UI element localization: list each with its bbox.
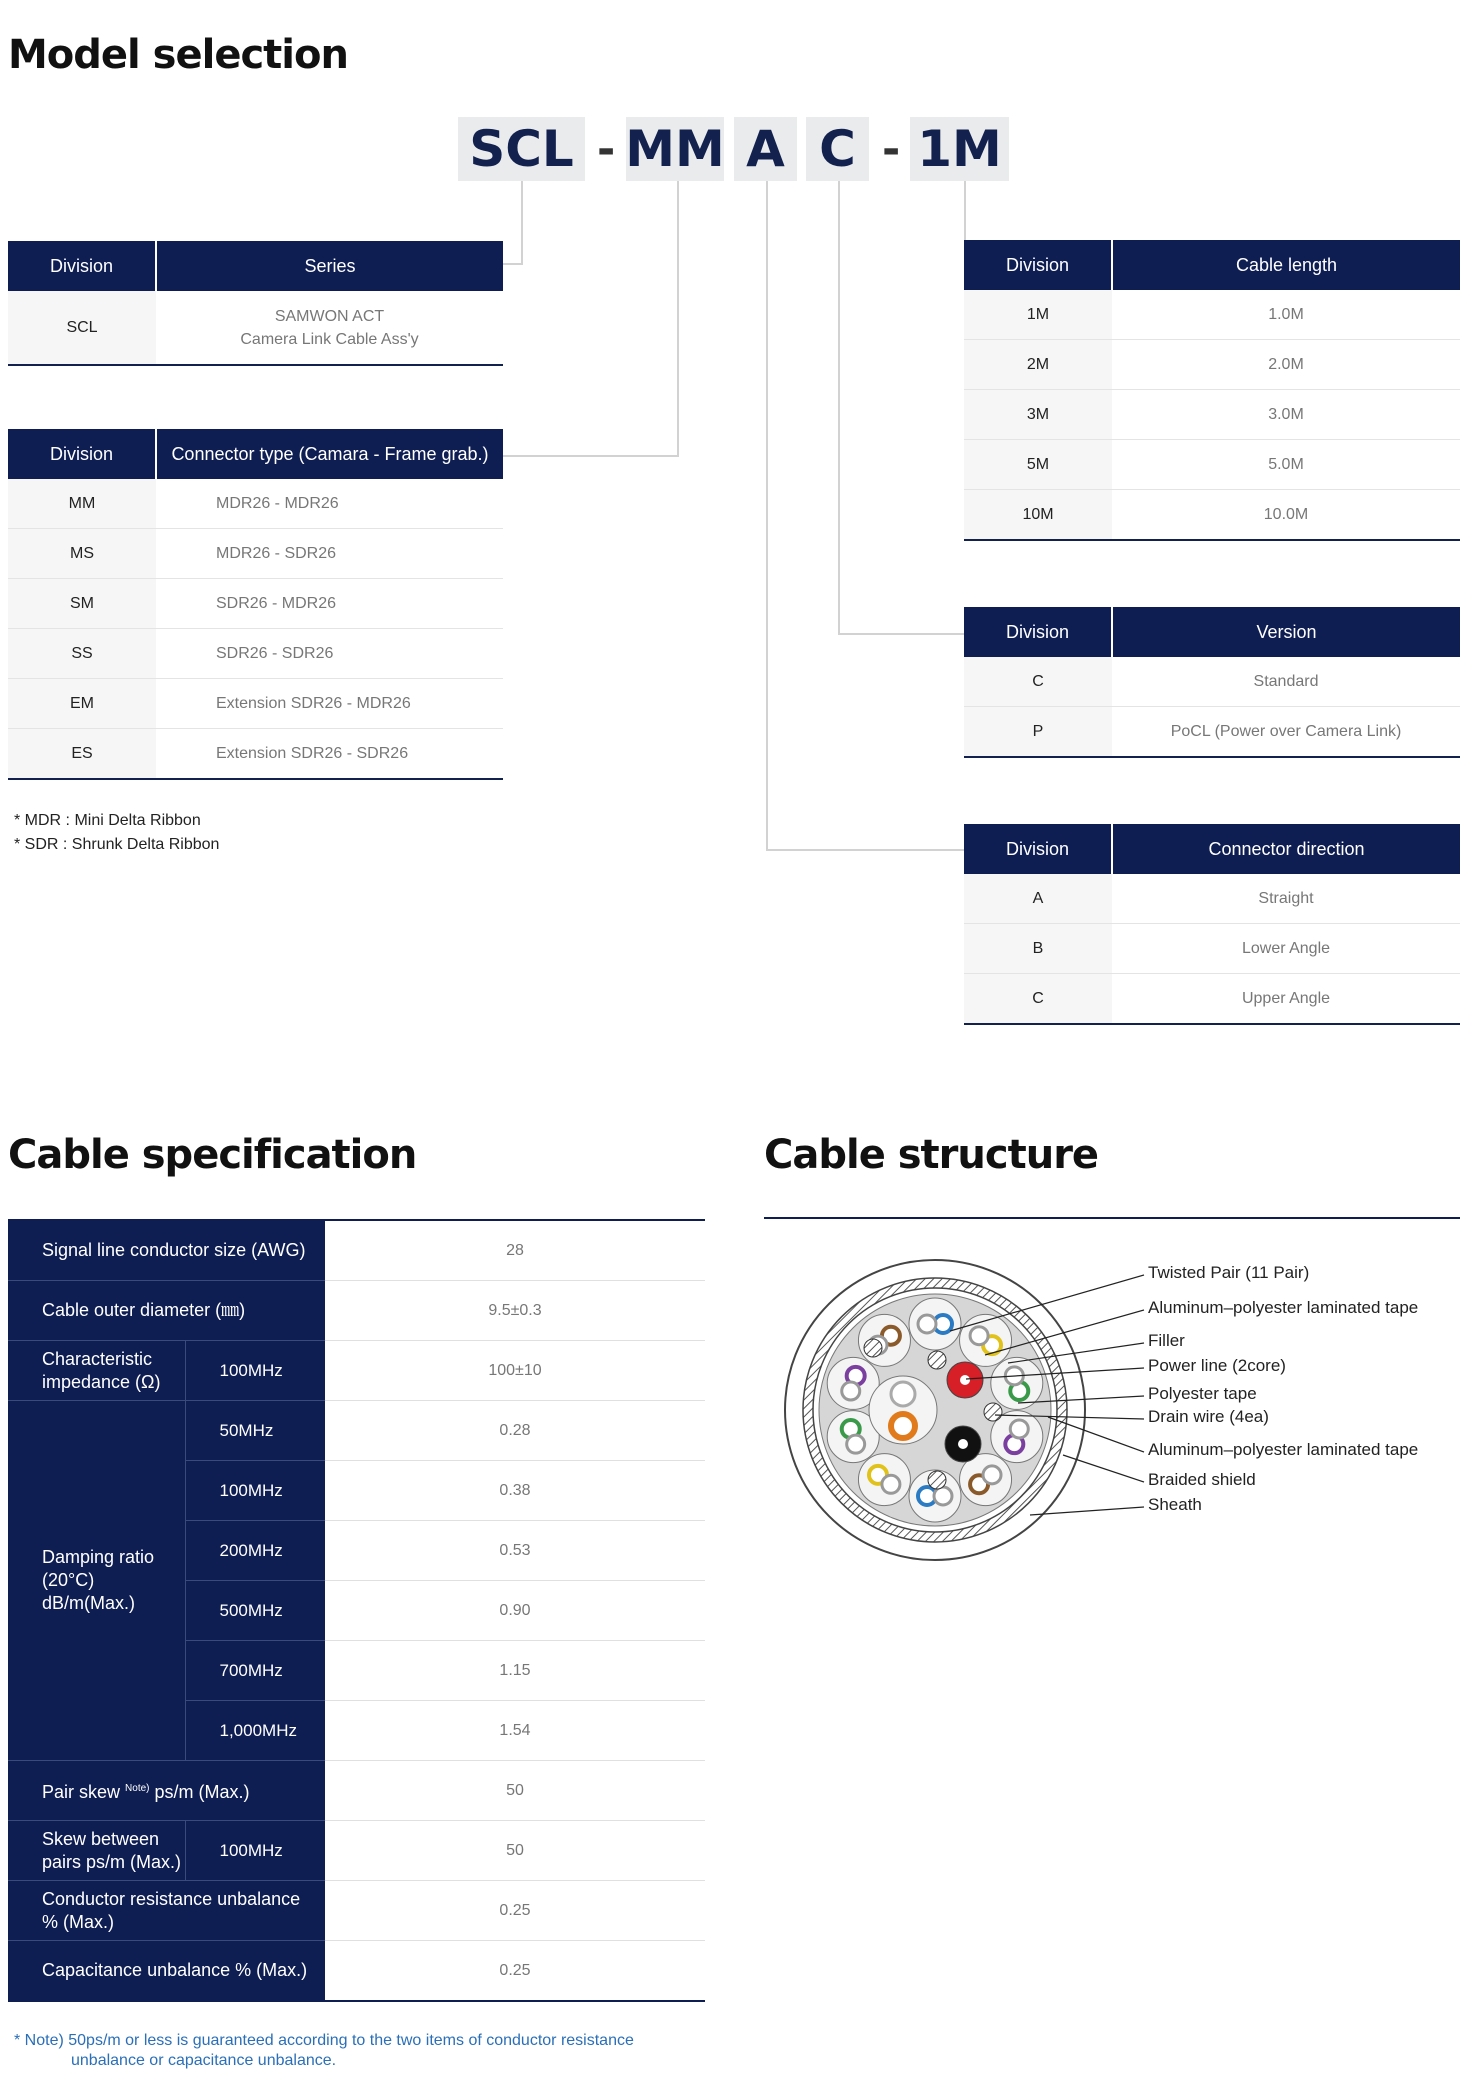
table-row: [8, 1821, 705, 1881]
division-cell: P: [964, 707, 1112, 758]
structure-label: Power line (2core): [1148, 1356, 1286, 1375]
footnote-line: unbalance or capacitance unbalance.: [71, 2052, 337, 2069]
spec-value: 1.54: [325, 1701, 705, 1761]
spec-value: 1.15: [325, 1641, 705, 1701]
division-cell: EM: [8, 679, 156, 729]
value-cell: 10.0M: [1112, 490, 1460, 541]
division-cell: A: [964, 874, 1112, 924]
spec-label: [8, 1881, 325, 1941]
drain-wire: [984, 1403, 1002, 1421]
connector-line: [766, 849, 966, 851]
value-cell: 5.0M: [1112, 440, 1460, 490]
table-row: [964, 707, 1460, 758]
label-line: Skew between: [42, 1828, 160, 1849]
table-row: [8, 1881, 705, 1941]
table-row: [8, 291, 503, 365]
label-line: Conductor resistance unbalance: [42, 1888, 301, 1909]
value-cell: 3.0M: [1112, 390, 1460, 440]
series-line: SAMWON ACT: [274, 307, 385, 325]
series-table: [8, 241, 503, 366]
pair-conductor: [983, 1466, 1001, 1484]
division-cell: MS: [8, 529, 156, 579]
division-cell: 10M: [964, 490, 1112, 541]
cable-structure-title: Cable structure: [764, 1132, 1099, 1178]
value-cell: Extension SDR26 - SDR26: [156, 729, 503, 780]
division-cell: C: [964, 657, 1112, 707]
division-cell: 1M: [964, 290, 1112, 340]
table-header: Division: [964, 607, 1112, 657]
drain-wire: [928, 1471, 946, 1489]
value-cell: PoCL (Power over Camera Link): [1112, 707, 1460, 758]
spec-value: 100±10: [325, 1341, 705, 1401]
label-line: pairs ps/m (Max.): [42, 1851, 182, 1872]
value-cell: SDR26 - SDR26: [156, 629, 503, 679]
division-cell: ES: [8, 729, 156, 780]
structure-label: Filler: [1148, 1331, 1185, 1350]
table-header: Version: [1112, 607, 1460, 657]
table-header: Connector type (Camara - Frame grab.): [156, 429, 503, 479]
table-row: [8, 1281, 705, 1341]
table-row: [964, 440, 1460, 490]
value-cell: Upper Angle: [1112, 974, 1460, 1025]
cable-spec-table: [8, 1219, 705, 2002]
footnote-line: * Note) 50ps/m or less is guaranteed according to the two items of conductor resistance: [14, 2032, 634, 2049]
spec-label: Capacitance unbalance % (Max.): [8, 1941, 325, 2002]
cable-length-table: [964, 240, 1460, 541]
pair-conductor: [918, 1315, 936, 1333]
connector-direction-table: [964, 824, 1460, 1025]
structure-label: Polyester tape: [1148, 1384, 1257, 1403]
series-line: Camera Link Cable Ass'y: [240, 330, 419, 348]
drain-wire: [928, 1351, 946, 1369]
connector-line: [521, 181, 523, 265]
value-cell: 1.0M: [1112, 290, 1460, 340]
table-row: [964, 657, 1460, 707]
spec-label: [8, 1761, 325, 1821]
division-cell: B: [964, 924, 1112, 974]
table-header: Cable length: [1112, 240, 1460, 290]
cable-spec-title: Cable specification: [8, 1132, 417, 1178]
title-underline: [764, 1217, 1460, 1219]
series-cell: [156, 291, 503, 365]
structure-label: Aluminum–polyester laminated tape: [1148, 1440, 1419, 1459]
pair-conductor: [970, 1327, 988, 1345]
value-cell: Straight: [1112, 874, 1460, 924]
pair-conductor: [847, 1435, 865, 1453]
table-row: [8, 529, 503, 579]
connector-notes: [14, 809, 219, 857]
code-dash: -: [597, 123, 616, 175]
spec-frequency: 100MHz: [185, 1461, 325, 1521]
spec-label: Signal line conductor size (AWG): [8, 1220, 325, 1281]
table-header: Division: [8, 429, 156, 479]
value-cell: MDR26 - MDR26: [156, 479, 503, 529]
label-line: % (Max.): [42, 1911, 114, 1932]
value-cell: Lower Angle: [1112, 924, 1460, 974]
spec-footnote: [14, 2031, 634, 2071]
spec-frequency: 500MHz: [185, 1581, 325, 1641]
spec-label: [8, 1821, 185, 1881]
spec-frequency: 100MHz: [185, 1821, 325, 1881]
table-row: [8, 1401, 705, 1461]
spec-value: 0.25: [325, 1941, 705, 2002]
spec-frequency: 200MHz: [185, 1521, 325, 1581]
division-cell: 2M: [964, 340, 1112, 390]
spec-value: 0.28: [325, 1401, 705, 1461]
power-line-core: [958, 1439, 968, 1449]
label-text: ps/m (Max.): [149, 1782, 250, 1802]
connector-line: [503, 263, 523, 265]
leader-line: [1063, 1455, 1144, 1482]
structure-label: Aluminum–polyester laminated tape: [1148, 1298, 1419, 1317]
table-row: [964, 340, 1460, 390]
table-row: [8, 1761, 705, 1821]
spec-label: [8, 1401, 185, 1761]
spec-value: 0.25: [325, 1881, 705, 1941]
table-header: Division: [964, 824, 1112, 874]
label-line: dB/m(Max.): [42, 1593, 136, 1613]
structure-label: Sheath: [1148, 1495, 1202, 1514]
spec-label: Cable outer diameter (㎜): [8, 1281, 325, 1341]
pair-conductor: [842, 1382, 860, 1400]
table-row: [8, 679, 503, 729]
table-row: [8, 729, 503, 780]
pair-conductor: [891, 1414, 915, 1438]
code-part-length: 1M: [910, 117, 1009, 181]
division-cell: SS: [8, 629, 156, 679]
value-cell: Standard: [1112, 657, 1460, 707]
power-line-core: [960, 1375, 970, 1385]
table-row: [964, 974, 1460, 1025]
note-line: * MDR : Mini Delta Ribbon: [14, 812, 201, 829]
spec-value: 9.5±0.3: [325, 1281, 705, 1341]
structure-label: Twisted Pair (11 Pair): [1148, 1263, 1310, 1282]
table-row: [8, 479, 503, 529]
table-row: [964, 290, 1460, 340]
division-cell: 5M: [964, 440, 1112, 490]
spec-frequency: 1,000MHz: [185, 1701, 325, 1761]
pair-conductor: [1010, 1420, 1028, 1438]
spec-value: 28: [325, 1220, 705, 1281]
connector-line: [838, 633, 966, 635]
division-cell: 3M: [964, 390, 1112, 440]
spec-label: [8, 1341, 185, 1401]
spec-frequency: 700MHz: [185, 1641, 325, 1701]
table-row: [8, 1941, 705, 2002]
code-part-connector-type: MM: [626, 117, 724, 181]
spec-value: 0.38: [325, 1461, 705, 1521]
spec-frequency: 50MHz: [185, 1401, 325, 1461]
connector-line: [677, 181, 679, 457]
model-selection-title: Model selection: [8, 32, 348, 78]
spec-value: 0.90: [325, 1581, 705, 1641]
label-line: impedance (Ω): [42, 1371, 161, 1392]
table-row: [964, 490, 1460, 541]
connector-type-table: [8, 429, 503, 780]
label-line: Characteristic: [42, 1348, 153, 1369]
table-header: Connector direction: [1112, 824, 1460, 874]
code-dash: -: [882, 123, 901, 175]
version-table: [964, 607, 1460, 758]
connector-line: [838, 181, 840, 635]
division-cell: SCL: [8, 291, 156, 365]
table-row: [964, 390, 1460, 440]
table-row: [8, 1220, 705, 1281]
connector-line: [503, 455, 679, 457]
structure-label: Drain wire (4ea): [1148, 1407, 1269, 1426]
label-text: Pair skew: [42, 1782, 126, 1802]
note-line: * SDR : Shrunk Delta Ribbon: [14, 836, 220, 853]
value-cell: SDR26 - MDR26: [156, 579, 503, 629]
table-row: [8, 629, 503, 679]
value-cell: MDR26 - SDR26: [156, 529, 503, 579]
spec-value: 0.53: [325, 1521, 705, 1581]
spec-frequency: 100MHz: [185, 1341, 325, 1401]
connector-line: [766, 181, 768, 851]
value-cell: Extension SDR26 - MDR26: [156, 679, 503, 729]
division-cell: C: [964, 974, 1112, 1025]
table-header: Series: [156, 241, 503, 291]
division-cell: SM: [8, 579, 156, 629]
code-part-version: C: [806, 117, 869, 181]
table-row: [964, 924, 1460, 974]
table-row: [8, 579, 503, 629]
structure-label: Braided shield: [1148, 1470, 1256, 1489]
code-part-direction: A: [734, 117, 797, 181]
table-header: Division: [964, 240, 1112, 290]
spec-value: 50: [325, 1761, 705, 1821]
table-row: [964, 874, 1460, 924]
label-line: Damping ratio: [42, 1547, 155, 1567]
value-cell: 2.0M: [1112, 340, 1460, 390]
pair-conductor: [882, 1475, 900, 1493]
pair-conductor: [891, 1382, 915, 1406]
note-superscript: Note): [125, 1783, 150, 1794]
spec-value: 50: [325, 1821, 705, 1881]
label-line: (20°C): [42, 1570, 95, 1590]
table-row: [8, 1341, 705, 1401]
pair-conductor: [934, 1487, 952, 1505]
division-cell: MM: [8, 479, 156, 529]
drain-wire: [864, 1339, 882, 1357]
connector-line: [964, 181, 966, 242]
table-header: Division: [8, 241, 156, 291]
code-part-series: SCL: [458, 117, 585, 181]
